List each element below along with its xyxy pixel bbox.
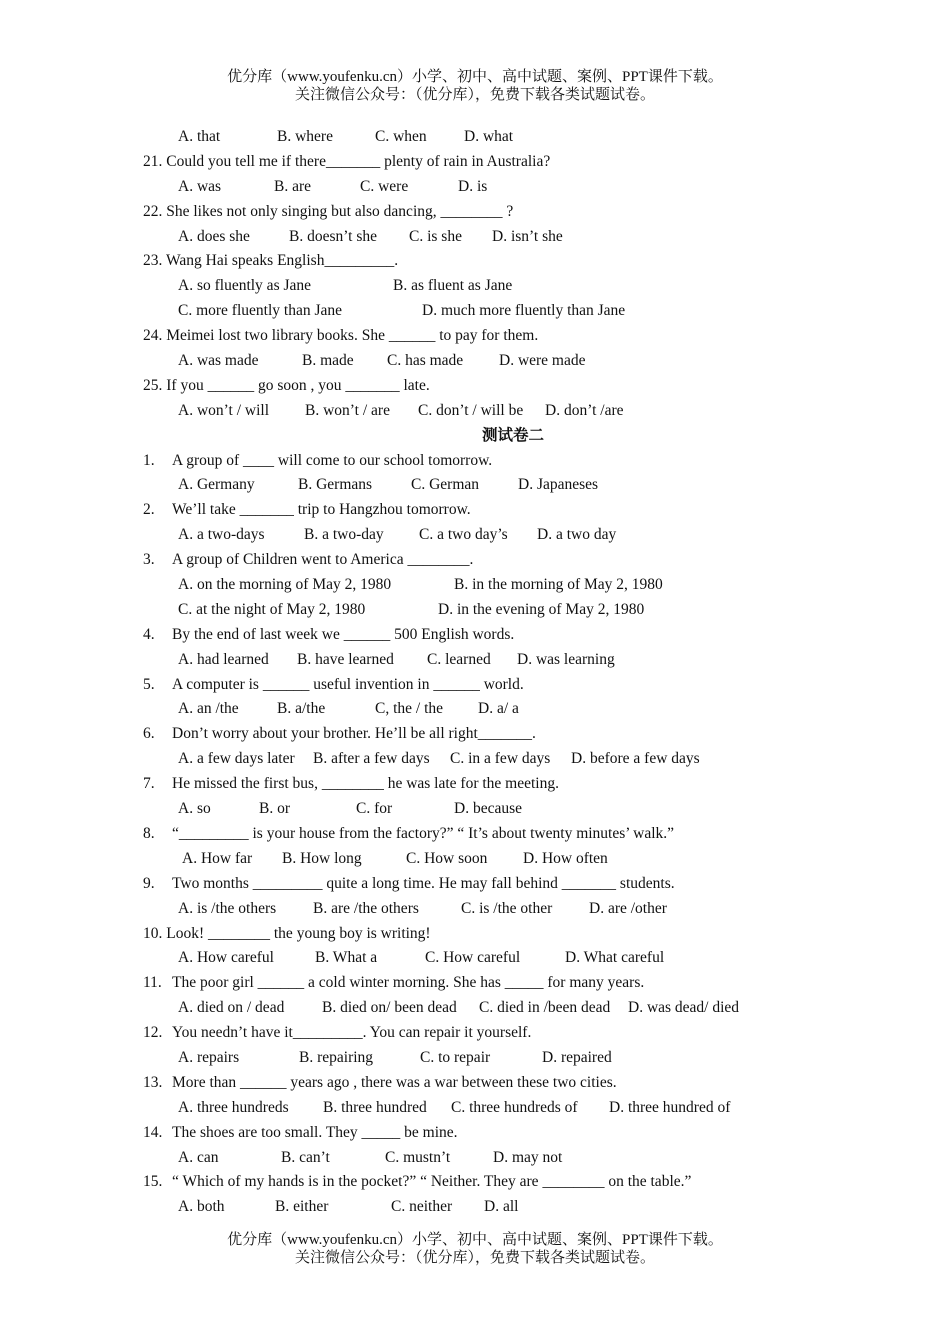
answer-option: D. How often	[523, 849, 608, 867]
answer-option: A. is /the others	[178, 899, 277, 917]
question-text: If you ______ go soon , you _______ late.	[166, 376, 430, 394]
question	[143, 324, 923, 349]
answer-option: B. repairing	[299, 1048, 374, 1066]
question	[143, 548, 923, 573]
answer-option: B. can’t	[281, 1148, 330, 1166]
header-line-2: 关注微信公众号：（优分库），免费下载各类试题试卷。	[294, 87, 655, 103]
answer-option: B. a two-day	[304, 526, 384, 544]
question	[143, 1170, 923, 1195]
answer-option: B. What a	[315, 949, 378, 967]
answer-option: D. repaired	[542, 1048, 612, 1066]
answer-options	[143, 573, 923, 598]
answer-option: B. How long	[282, 849, 362, 867]
answer-option: D. What careful	[565, 949, 665, 967]
answer-option: C. more fluently than Jane	[178, 302, 342, 320]
answer-option: B. a/the	[277, 700, 326, 718]
answer-option: C. has made	[387, 352, 464, 370]
answer-option: D. because	[454, 800, 522, 818]
answer-option: B. made	[302, 352, 354, 370]
question-text: The poor girl ______ a cold winter morning. She has _____ for many years.	[172, 974, 645, 992]
question-number: 12.	[143, 1024, 163, 1042]
answer-option: C. is /the other	[461, 899, 553, 917]
answer-options	[143, 1096, 923, 1121]
answer-option: C. How soon	[406, 849, 488, 867]
answer-option: C. when	[375, 128, 427, 145]
answer-option: D. all	[484, 1198, 519, 1216]
question-number: 15.	[143, 1173, 163, 1191]
answer-options	[143, 274, 923, 299]
answer-option: D. isn’t she	[492, 227, 563, 245]
answer-options	[143, 523, 923, 548]
question-number: 11.	[143, 974, 162, 992]
question-text: Don’t worry about your brother. He’ll be all right_______.	[172, 725, 536, 743]
answer-options	[143, 747, 923, 772]
answer-option: D. Japaneses	[518, 476, 599, 494]
answer-option: A. died on / dead	[178, 999, 285, 1017]
question-number: 24.	[143, 327, 163, 345]
answer-option: D. are /other	[589, 899, 667, 917]
answer-option: B. as fluent as Jane	[393, 277, 513, 295]
answer-option: B. after a few days	[313, 750, 430, 768]
answer-option: A. so fluently as Jane	[178, 277, 312, 295]
question	[143, 922, 923, 947]
question-number: 22.	[143, 202, 163, 220]
answer-options	[143, 125, 923, 150]
answer-option: D. a/ a	[478, 700, 519, 718]
question-text: A group of Children went to America ________.	[172, 551, 474, 569]
answer-option: A. both	[178, 1198, 225, 1216]
answer-options	[143, 697, 923, 722]
answer-option: D. is	[458, 177, 488, 195]
answer-option: A. that	[178, 128, 221, 145]
answer-option: C. is she	[409, 227, 462, 245]
answer-options	[143, 598, 923, 623]
question	[143, 623, 923, 648]
question-text: Could you tell me if there_______ plenty of rain in Australia?	[166, 152, 551, 170]
answer-option: A. on the morning of May 2, 1980	[178, 576, 392, 594]
question	[143, 374, 923, 399]
answer-options	[143, 648, 923, 673]
answer-option: A. was made	[178, 352, 259, 370]
answer-option: C. three hundreds of	[451, 1098, 578, 1116]
question	[143, 772, 923, 797]
answer-option: B. or	[259, 800, 290, 818]
answer-option: C. neither	[391, 1198, 453, 1216]
answer-option: B. doesn’t she	[289, 227, 377, 245]
question-text: The shoes are too small. They _____ be mine.	[172, 1123, 458, 1141]
answer-option: D. much more fluently than Jane	[422, 302, 626, 320]
answer-option: A. a two-days	[178, 526, 265, 544]
answer-options	[143, 1195, 923, 1220]
answer-option: D. was dead/ died	[628, 999, 740, 1017]
question-text: Wang Hai speaks English_________.	[165, 252, 399, 270]
question-text: A computer is ______ useful invention in ______ world.	[172, 675, 524, 693]
answer-option: B. Germans	[298, 476, 373, 494]
question-number: 8.	[143, 824, 155, 842]
answer-options	[143, 299, 923, 324]
page-header	[0, 68, 950, 104]
question-number: 25.	[143, 376, 163, 394]
answer-option: B. won’t / are	[305, 401, 390, 419]
answer-option: A. How careful	[178, 949, 274, 967]
question-number: 5.	[143, 675, 155, 693]
answer-option: D. in the evening of May 2, 1980	[438, 600, 645, 618]
answer-option: C. learned	[427, 650, 491, 668]
answer-option: B. where	[277, 128, 333, 145]
question	[143, 822, 923, 847]
answer-option: D. before a few days	[571, 750, 700, 768]
answer-option: B. either	[275, 1198, 329, 1216]
answer-option: D. a two day	[537, 526, 617, 544]
answer-option: C, the / the	[375, 700, 444, 718]
answer-option: A. an /the	[178, 700, 239, 718]
answer-option: A. can	[178, 1148, 219, 1166]
question	[143, 971, 923, 996]
answer-option: A. Germany	[178, 476, 255, 494]
question-number: 2.	[143, 501, 155, 519]
question-number: 3.	[143, 551, 155, 569]
question	[143, 872, 923, 897]
answer-option: A. was	[178, 177, 222, 195]
answer-options	[143, 473, 923, 498]
exam-content	[143, 125, 923, 1220]
footer-line-2: 关注微信公众号：（优分库），免费下载各类试题试卷。	[294, 1250, 655, 1266]
answer-options	[143, 1046, 923, 1071]
answer-option: A. repairs	[178, 1048, 240, 1066]
question-number: 10.	[143, 924, 163, 942]
question	[143, 498, 923, 523]
answer-option: D. may not	[493, 1148, 563, 1166]
question-text: “ Which of my hands is in the pocket?” “ Neither. They are ________ on the table.”	[172, 1173, 692, 1191]
question-text: A group of ____ will come to our school tomorrow.	[172, 451, 493, 469]
answer-option: D. three hundred of	[609, 1098, 731, 1116]
section-title: 测试卷二	[481, 426, 544, 444]
answer-option: A. so	[178, 800, 211, 818]
answer-options	[143, 225, 923, 250]
question	[143, 249, 923, 274]
answer-option: A. a few days later	[178, 750, 295, 768]
answer-option: C. to repair	[420, 1048, 491, 1066]
question-text: She likes not only singing but also dancing, ________ ?	[166, 202, 514, 220]
answer-option: D. don’t /are	[545, 401, 624, 419]
answer-options	[143, 175, 923, 200]
answer-option: C. were	[360, 177, 409, 195]
question	[143, 722, 923, 747]
question-text: Look! ________ the young boy is writing!	[166, 924, 431, 942]
question-number: 7.	[143, 775, 155, 793]
question-number: 1.	[143, 451, 155, 469]
answer-option: A. three hundreds	[178, 1098, 289, 1116]
question-number: 4.	[143, 625, 155, 643]
question	[143, 1021, 923, 1046]
question-text: Two months _________ quite a long time. He may fall behind _______ students.	[172, 874, 675, 892]
answer-option: B. in the morning of May 2, 1980	[454, 576, 663, 594]
answer-option: C. at the night of May 2, 1980	[178, 600, 366, 618]
answer-option: D. was learning	[517, 650, 615, 668]
question-number: 6.	[143, 725, 155, 743]
question-number: 14.	[143, 1123, 163, 1141]
question-text: By the end of last week we ______ 500 English words.	[172, 625, 515, 643]
answer-option: C. in a few days	[450, 750, 551, 768]
answer-option: A. does she	[178, 227, 250, 245]
question	[143, 1071, 923, 1096]
answer-option: C. How careful	[425, 949, 521, 967]
answer-option: D. what	[464, 128, 514, 145]
answer-option: B. are	[274, 177, 312, 195]
answer-option: C. for	[356, 800, 393, 818]
question-text: He missed the first bus, ________ he was late for the meeting.	[172, 775, 559, 793]
answer-options	[143, 996, 923, 1021]
answer-options	[143, 847, 923, 872]
answer-option: B. three hundred	[323, 1098, 427, 1116]
answer-options	[143, 897, 923, 922]
answer-option: B. died on/ been dead	[322, 999, 457, 1017]
answer-option: C. German	[411, 476, 480, 494]
header-line-1: 优分库（www.youfenku.cn）小学、初中、高中试题、案例、PPT课件下载。	[227, 69, 723, 85]
question-number: 21.	[143, 152, 163, 170]
answer-option: A. How far	[182, 849, 253, 867]
footer-line-1: 优分库（www.youfenku.cn）小学、初中、高中试题、案例、PPT课件下载。	[227, 1232, 723, 1248]
question	[143, 150, 923, 175]
question-text: Meimei lost two library books. She ______ to pay for them.	[166, 327, 539, 345]
question-number: 23.	[143, 252, 163, 270]
answer-option: A. had learned	[178, 650, 269, 668]
question	[143, 449, 923, 474]
answer-option: C. mustn’t	[385, 1148, 451, 1166]
question-text: You needn’t have it_________. You can repair it yourself.	[172, 1024, 532, 1042]
answer-option: B. have learned	[297, 650, 394, 668]
question-text: More than ______ years ago , there was a war between these two cities.	[172, 1073, 617, 1091]
question-number: 13.	[143, 1073, 163, 1091]
answer-options	[143, 1146, 923, 1171]
question-text: We’ll take _______ trip to Hangzhou tomorrow.	[172, 501, 471, 519]
answer-options	[143, 399, 923, 424]
question	[143, 1121, 923, 1146]
answer-option: C. died in /been dead	[479, 999, 611, 1017]
answer-options	[143, 797, 923, 822]
answer-options	[143, 349, 923, 374]
answer-option: C. a two day’s	[419, 526, 508, 544]
answer-options	[143, 946, 923, 971]
answer-option: D. were made	[499, 352, 586, 370]
question-number: 9.	[143, 874, 155, 892]
question-text: “_________ is your house from the factory?” “ It’s about twenty minutes’ walk.”	[172, 824, 675, 842]
answer-option: A. won’t / will	[178, 401, 269, 419]
question	[143, 200, 923, 225]
answer-option: C. don’t / will be	[418, 401, 524, 419]
page-footer	[0, 1231, 950, 1267]
question	[143, 673, 923, 698]
answer-option: B. are /the others	[313, 899, 419, 917]
